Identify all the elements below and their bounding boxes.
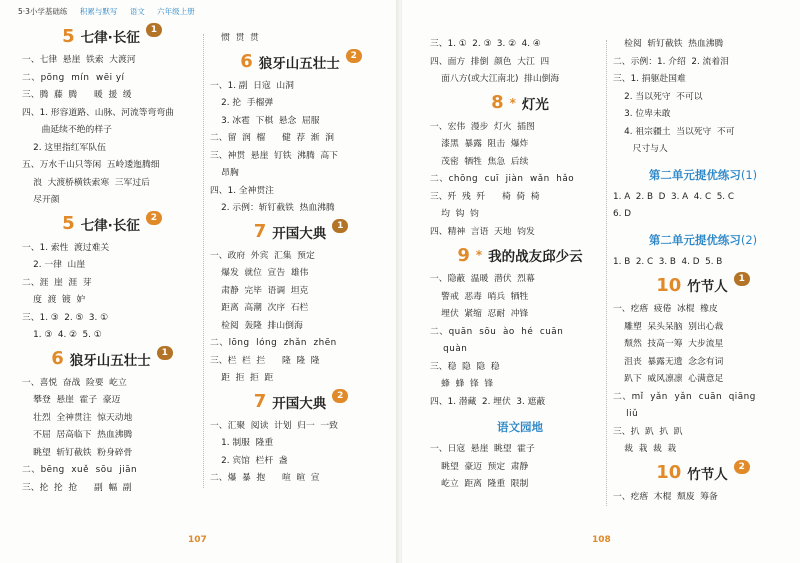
answer-line: 三、栏 栏 拦 隆 隆 隆	[210, 355, 320, 366]
running-header	[18, 6, 205, 17]
answer-line: 五、万水千山只等闲 五岭逶迤腾细	[22, 160, 160, 170]
series-name: 5·3小学基础练	[18, 7, 68, 16]
answer-line: 壮烈 全神贯注 惊天动地	[22, 412, 133, 423]
page-number: 108	[592, 535, 611, 545]
answer-line: 4. 祖宗疆土 当以死守 不可	[613, 126, 735, 137]
left-page	[0, 0, 398, 563]
lesson-title	[613, 463, 793, 483]
answer-line: 警戒 恶毒 哨兵 牺牲	[430, 291, 529, 302]
exercise-badge: 1	[734, 272, 750, 286]
answer-line: 四、1. 形容道路、山脉、河流等弯弯曲	[22, 107, 174, 118]
answer-line: 颓然 技高一筹 大步流星	[613, 339, 724, 349]
answer-line: 三、1. 捐躯赴国难	[613, 74, 686, 84]
lesson-title	[613, 275, 793, 295]
answer-line: 3. 冰雹 下棋 悬念 屈服	[210, 115, 320, 126]
lesson-number: 7	[253, 221, 267, 242]
answer-line: 不屈 居高临下 热血沸腾	[22, 430, 133, 440]
answer-line: 一、七律 悬崖 铁索 大渡河	[22, 55, 136, 65]
lesson-name: 七律·长征	[80, 30, 140, 46]
lesson-title	[430, 93, 610, 113]
answer-line: 四、1. 潜藏 2. 埋伏 3. 遮蔽	[430, 396, 546, 407]
lesson-name: 我的战友邱少云	[488, 249, 583, 265]
answer-line: 惯 贯 贯	[210, 33, 259, 43]
answer-line: 二、爆 暴 抱 喧 暄 宣	[210, 473, 320, 483]
lesson-title	[210, 222, 392, 242]
lesson-name: 七律·长征	[80, 217, 140, 234]
answer-line: 1. 制服 隆重	[210, 438, 274, 448]
answer-line: 茂密 牺牲 焦急 后续	[430, 156, 529, 167]
answer-line: 埋伏 紧缩 忍耐 冲锋	[430, 309, 529, 319]
answer-line: 三、腾 藤 腾 暖 援 缓	[22, 90, 132, 100]
answer-line: 二、bēng xuě sōu jiān	[22, 465, 138, 475]
answer-line: 浪 大渡桥横铁索寒 三军过后	[22, 177, 150, 188]
exercise-badge: 2	[734, 460, 750, 474]
right-column-2	[606, 40, 793, 506]
right-column-1	[430, 40, 610, 494]
answer-line: 均 钩 钧	[430, 209, 479, 219]
grade-name: 六年级上册	[157, 7, 195, 16]
answer-line: 曲延续不绝的样子	[22, 125, 112, 135]
answer-block	[613, 301, 793, 459]
lesson-name: 狼牙山五壮士	[69, 352, 151, 369]
answer-line: 一、疙瘩 疲倦 冰棍 橡皮	[613, 304, 718, 314]
answer-line: 二、留 润 榴 健 荐 渐 涧	[210, 133, 334, 143]
answer-line: 一、隐蔽 温暖 潜伏 烈幕	[430, 274, 535, 284]
answer-line: 1. B 2. C 3. B 4. D 5. B	[613, 256, 723, 267]
answer-line: 沮丧 暴露无遗 念念有词	[613, 356, 724, 367]
answer-block	[22, 52, 202, 210]
answer-block	[22, 240, 202, 345]
answer-line: 6. D	[613, 209, 631, 219]
section-heading-text: 第二单元提优练习	[648, 167, 741, 182]
answer-block	[430, 36, 610, 89]
answer-line: 2. 这里指红军队伍	[22, 142, 106, 153]
answer-line: 距 拒 拒 距	[210, 373, 274, 383]
answer-line: 2. 宾馆 栏杆 盏	[210, 455, 288, 466]
answer-line: 四、面方 排倒 颜色 大江 四	[430, 56, 550, 67]
answer-line: 三、稳 隐 隐 稳	[430, 361, 500, 372]
answer-line: 距离 高潮 次序 石栏	[210, 303, 309, 313]
answer-line: 四、1. 全神贯注	[210, 185, 274, 196]
answer-line: 昂胸	[210, 168, 239, 178]
answer-line: 尽开颜	[22, 195, 60, 205]
section-heading-number: (2)	[740, 232, 758, 247]
answer-line: 眺望 斩钉截铁 粉身碎骨	[22, 447, 133, 458]
answer-line: 一、政府 外宾 汇集 预定	[210, 250, 315, 261]
answer-line: 2. 当以死守 不可以	[613, 91, 703, 102]
section-heading	[613, 232, 793, 248]
answer-block	[613, 36, 793, 159]
subject-name: 语文	[129, 7, 145, 16]
exercise-badge: 1	[157, 346, 173, 360]
answer-block	[430, 271, 610, 411]
answer-line: 雕塑 呆头呆脑 别出心裁	[613, 321, 724, 332]
answer-line: 漆黑 暴露 阻击 爆炸	[430, 139, 529, 149]
answer-line: 一、1. 副 日寇 山洞	[210, 80, 294, 91]
answer-line: 尺寸与人	[613, 144, 668, 154]
answer-block	[22, 375, 202, 498]
answer-line: 爆发 就位 宣告 雄伟	[210, 268, 309, 278]
answer-line: 三、1. ③ 2. ⑤ 3. ①	[22, 312, 109, 323]
answer-line: 一、汇聚 阅读 计划 归一 一致	[210, 420, 338, 431]
answer-block	[210, 248, 392, 388]
lesson-number: 7	[253, 391, 267, 412]
lesson-name: 竹节人	[687, 279, 728, 295]
answer-line: 二、涯 崖 涯 芽	[22, 277, 92, 288]
answer-line: 1. ③ 4. ② 5. ①	[22, 330, 102, 340]
answer-block	[430, 441, 610, 494]
lesson-name: 狼牙山五壮士	[258, 55, 340, 72]
answer-line: 2. 一律 山崖	[22, 260, 86, 270]
answer-line: 一、日寇 悬崖 眺望 霍子	[430, 444, 535, 454]
lesson-name: 灯光	[521, 96, 549, 113]
optional-star: *	[475, 248, 483, 262]
left-column-2	[203, 34, 392, 488]
lesson-name: 开国大典	[272, 395, 327, 412]
answer-line: 度 渡 镀 妒	[22, 295, 86, 305]
section-heading-number: (1)	[740, 167, 758, 182]
answer-line: 二、quān sōu ào hé cuān	[430, 326, 564, 337]
answer-line: 蜂 蜂 锋 锋	[430, 379, 494, 389]
lesson-title	[22, 349, 202, 369]
exercise-badge: 1	[146, 23, 162, 37]
lesson-number: 5	[62, 25, 75, 47]
answer-line: 趴下 威风凛凛 心满意足	[613, 374, 724, 384]
answer-line: 三、抡 抡 抢 副 幅 副	[22, 482, 132, 493]
answer-line: 二、chōng cuī jiàn wǎn hǎo	[430, 174, 575, 184]
answer-line: 二、mǐ yǎn yǎn cuān qiāng	[613, 391, 756, 402]
lesson-title	[430, 245, 610, 265]
right-page	[402, 0, 800, 563]
answer-line: 1. A 2. B D 3. A 4. C 5. C	[613, 191, 735, 202]
exercise-badge: 2	[332, 389, 348, 403]
answer-line: 检阅 斩钉截铁 热血沸腾	[613, 39, 724, 49]
answer-line: 二、pōng mín wēi yí	[22, 72, 125, 83]
optional-star: *	[509, 95, 516, 110]
answer-line: 肃静 完毕 语调 坦克	[210, 285, 309, 296]
section-heading: 语文园地	[497, 420, 543, 434]
lesson-title	[210, 392, 392, 412]
answer-line: 三、歼 残 歼 椅 倚 椅	[430, 191, 540, 202]
answer-line: 三、神贯 悬崖 钉铁 沸腾 高下	[210, 150, 338, 161]
lesson-title	[22, 214, 202, 234]
answer-line: 面八方(或大江南北) 排山倒海	[430, 74, 560, 84]
answer-line: 检阅 轰隆 排山倒海	[210, 320, 303, 331]
lesson-number: 8	[491, 92, 504, 113]
answer-line: 二、lōng lóng zhǎn zhēn	[210, 338, 337, 348]
lesson-name: 竹节人	[687, 466, 728, 483]
lesson-number: 10	[656, 462, 682, 483]
answer-line: 四、精神 言语 天地 钧发	[430, 226, 535, 237]
lesson-number: 6	[240, 51, 253, 72]
lesson-title	[210, 52, 392, 72]
answer-line: 三、1. ① 2. ③ 3. ② 4. ④	[430, 39, 541, 49]
answer-line: 二、示例：1. 介绍 2. 流着泪	[613, 56, 729, 67]
lesson-number: 5	[62, 213, 75, 234]
lesson-number: 10	[656, 274, 682, 296]
book-name: 积累与默写	[79, 7, 118, 16]
answer-block	[210, 418, 392, 488]
answer-line: 屹立 距离 隆重 限制	[430, 479, 529, 489]
exercise-badge: 1	[332, 219, 348, 233]
answer-line: liǔ	[613, 409, 639, 419]
answer-block	[613, 254, 793, 272]
page-number: 107	[188, 535, 207, 545]
lesson-title	[22, 26, 202, 46]
answer-line: 2. 示例：斩钉截铁 热血沸腾	[210, 203, 335, 213]
answer-line: 一、宏伟 漫步 灯火 插图	[430, 121, 535, 132]
answer-block	[430, 119, 610, 242]
lesson-number: 9	[457, 244, 470, 266]
answer-line: 一、疙瘩 木棍 颓废 筹备	[613, 491, 718, 502]
exercise-badge: 2	[346, 49, 362, 63]
lesson-name: 开国大典	[272, 225, 327, 242]
answer-line: 一、1. 索性 渡过难关	[22, 242, 110, 253]
answer-line: 3. 位卑未敢	[613, 109, 671, 119]
answer-line: 裁 栽 裁 栽	[613, 444, 677, 454]
lesson-number: 6	[51, 348, 64, 369]
answer-block	[210, 78, 392, 218]
section-heading	[613, 167, 793, 183]
answer-line: 攀登 悬崖 霍子 豪迈	[22, 395, 121, 405]
answer-line: 一、喜悦 奋战 险要 屹立	[22, 377, 127, 388]
answer-line: 三、扒 趴 扒 趴	[613, 426, 683, 437]
answer-line: quàn	[430, 344, 468, 354]
answer-line: 眺望 豪迈 预定 肃静	[430, 461, 529, 472]
left-column-1	[22, 22, 202, 497]
answer-line: 2. 抡 手榴弹	[210, 98, 274, 108]
section-heading-text: 第二单元提优练习	[648, 232, 741, 247]
answer-block	[613, 189, 793, 224]
answer-block	[613, 489, 793, 507]
exercise-badge: 2	[146, 211, 162, 225]
